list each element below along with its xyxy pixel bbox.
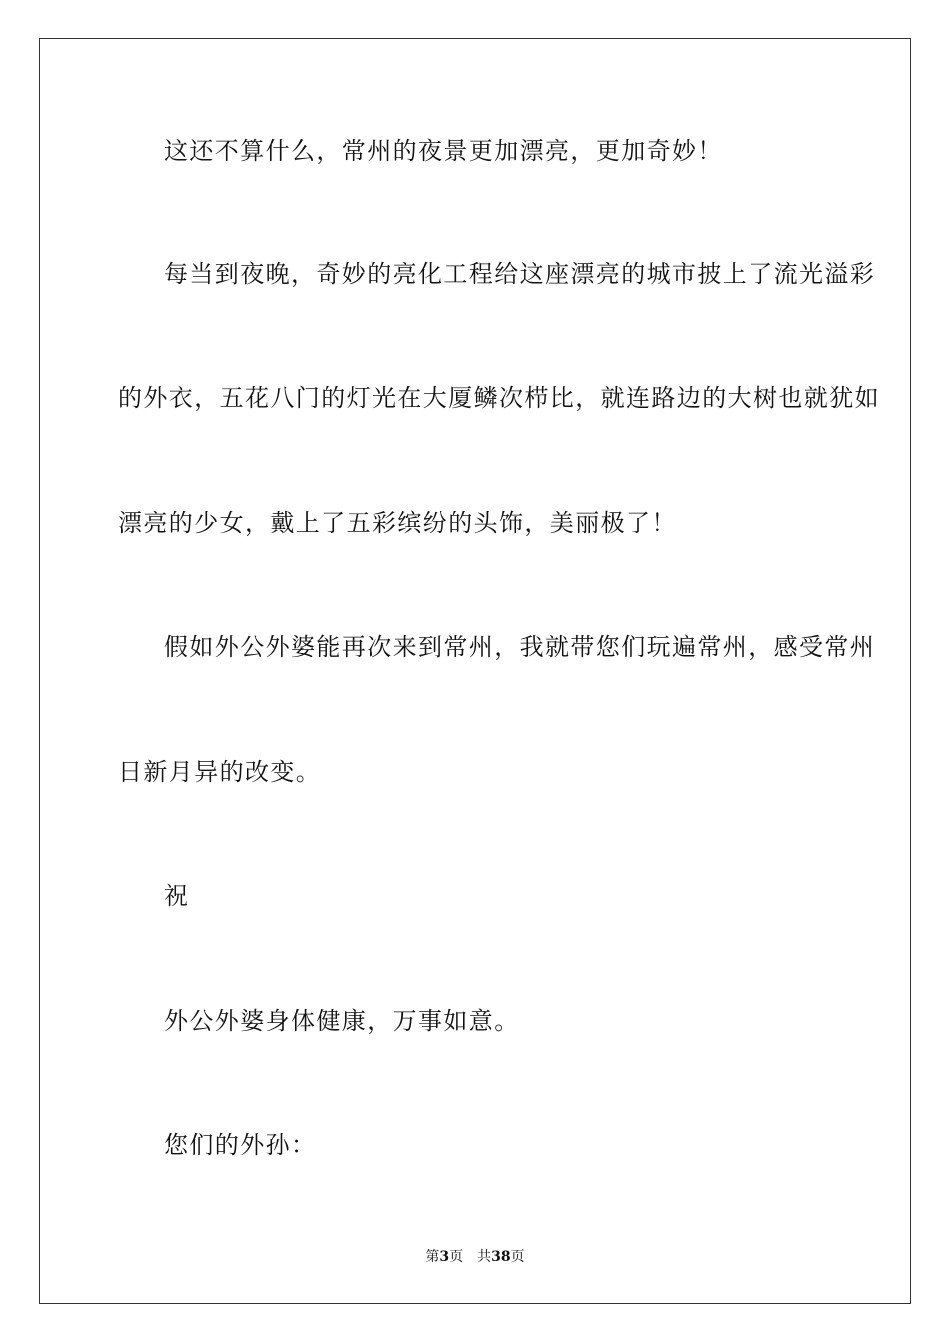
page-prefix: 第 bbox=[425, 1249, 440, 1265]
page-footer bbox=[0, 1248, 950, 1266]
page-number: 3 bbox=[439, 1249, 450, 1265]
total-suffix: 页 bbox=[510, 1249, 525, 1265]
paragraph-line-6: 日新月异的改变。 bbox=[118, 758, 322, 786]
signature-line: 您们的外孙： bbox=[164, 1131, 317, 1159]
total-prefix: 共 bbox=[477, 1249, 492, 1265]
page-suffix: 页 bbox=[449, 1249, 464, 1265]
paragraph-line-4: 漂亮的少女，戴上了五彩缤纷的头饰，美丽极了！ bbox=[118, 509, 677, 537]
closing-greeting: 祝 bbox=[164, 882, 190, 910]
paragraph-line-2: 每当到夜晚，奇妙的亮化工程给这座漂亮的城市披上了流光溢彩 bbox=[164, 260, 876, 288]
closing-wish: 外公外婆身体健康，万事如意。 bbox=[164, 1007, 520, 1035]
total-pages: 38 bbox=[491, 1249, 511, 1265]
paragraph-line-1: 这还不算什么，常州的夜景更加漂亮，更加奇妙！ bbox=[164, 137, 723, 165]
paragraph-line-3: 的外衣，五花八门的灯光在大厦鳞次栉比，就连路边的大树也就犹如 bbox=[118, 384, 880, 412]
paragraph-line-5: 假如外公外婆能再次来到常州，我就带您们玩遍常州，感受常州 bbox=[164, 633, 876, 661]
page-border bbox=[39, 38, 911, 1304]
